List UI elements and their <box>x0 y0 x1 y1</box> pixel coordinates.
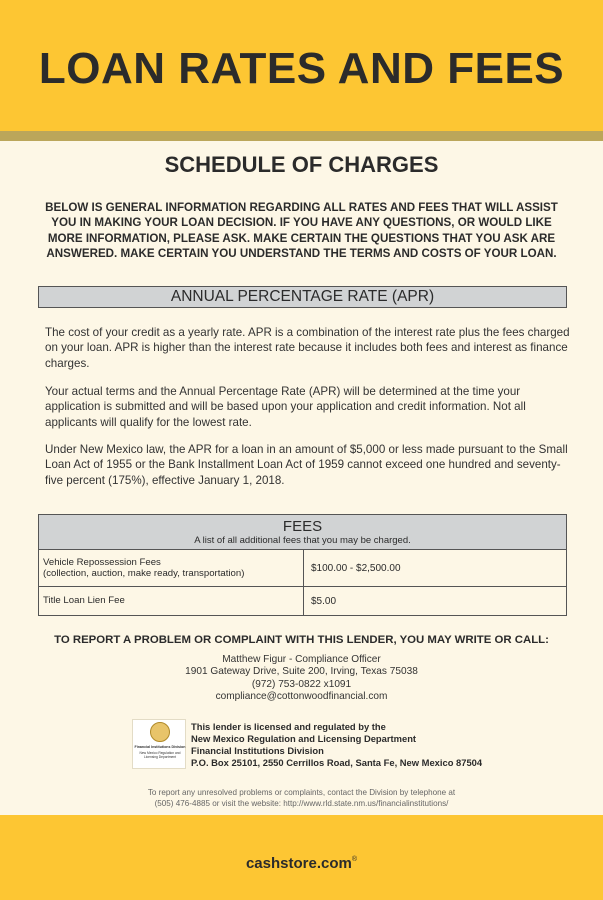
contact-email[interactable]: compliance@cottonwoodfinancial.com <box>215 690 388 702</box>
apr-paragraph-3: Under New Mexico law, the APR for a loan in an amount of $5,000 or less made pursuant to the Small Loan Act of 1955 or the Bank Installment Loan Act of 1959 cannot exceed one hundred and seventy-five percent (175%), effective January 1, 2018. <box>45 443 568 487</box>
license-block <box>191 721 491 769</box>
schedule-title: SCHEDULE OF CHARGES <box>164 152 439 177</box>
fee-name: Title Loan Lien Fee <box>43 595 125 607</box>
license-line: New Mexico Regulation and Licensing Department <box>191 732 417 744</box>
brand-text: cashstore.com <box>245 855 352 872</box>
fees-subtitle: A list of all additional fees that you may be charged. <box>194 535 411 546</box>
state-seal-icon <box>150 722 170 742</box>
license-line: This lender is licensed and regulated by the <box>191 721 386 732</box>
apr-paragraph-2: Your actual terms and the Annual Percentage Rate (APR) will be determined at the time your application is submitted and will be based upon your application and credit information. Not all applicants will qualify for the lowest rate. <box>45 385 526 429</box>
brand-name <box>0 855 603 872</box>
fee-detail: (collection, auction, make ready, transportation) <box>43 568 245 579</box>
contact-phone[interactable]: (972) 753-0822 x1091 <box>251 678 352 690</box>
fees-header <box>39 515 566 550</box>
fees-title: FEES <box>282 518 323 535</box>
contact-name: Matthew Figur - Compliance Officer <box>222 654 381 665</box>
fees-table <box>38 514 567 616</box>
fee-name-cell <box>39 550 304 586</box>
divider-band <box>0 131 603 141</box>
fee-name: Vehicle Repossession Fees <box>43 556 161 568</box>
license-line: P.O. Box 25101, 2550 Cerrillos Road, Santa Fe, New Mexico 87504 <box>191 756 483 768</box>
seal-subcaption: New Mexico Regulation and Licensing Department <box>139 751 181 759</box>
report-line: To report any unresolved problems or complaints, contact the Division by telephone at <box>147 788 456 797</box>
intro-text: BELOW IS GENERAL INFORMATION REGARDING ALL RATES AND FEES THAT WILL ASSIST YOU IN MAKING YOUR LOAN DECISION. IF YOU HAVE ANY QUESTIONS, OR WOULD LIKE MORE INFORMATION, PLEASE ASK. MAKE CERTAIN THE QUESTIONS THAT YOU ASK ARE ANSWERED. MAKE CERTAIN YOU UNDERSTAND THE TERMS AND COSTS OF YOUR LOAN. <box>45 201 558 260</box>
table-row <box>39 586 566 615</box>
seal-caption: Financial Institutions Division <box>134 745 186 749</box>
registered-mark: ® <box>351 856 358 863</box>
fee-name-cell <box>39 587 304 615</box>
apr-paragraph-1: The cost of your credit as a yearly rate. APR is a combination of the interest rate plus the fees charged on your loan. APR is higher than the interest rate because it includes both fees and interest as finance charges. <box>45 326 570 370</box>
report-note <box>130 787 473 809</box>
contact-address: 1901 Gateway Drive, Suite 200, Irving, Texas 75038 <box>185 666 418 678</box>
contact-block <box>0 654 603 703</box>
regulator-logo <box>132 719 186 769</box>
fee-amount: $100.00 - $2,500.00 <box>311 562 401 574</box>
fee-amount: $5.00 <box>311 595 337 607</box>
table-row <box>39 550 566 586</box>
license-line: Financial Institutions Division <box>191 744 324 756</box>
page-title: LOAN RATES AND FEES <box>38 44 565 93</box>
top-banner <box>0 0 603 131</box>
apr-heading: ANNUAL PERCENTAGE RATE (APR) <box>38 286 567 308</box>
report-line[interactable]: (505) 476-4885 or visit the website: http://www.rld.state.nm.us/financialinstitutions/ <box>154 799 449 808</box>
complaint-title: TO REPORT A PROBLEM OR COMPLAINT WITH THIS LENDER, YOU MAY WRITE OR CALL: <box>54 634 549 646</box>
